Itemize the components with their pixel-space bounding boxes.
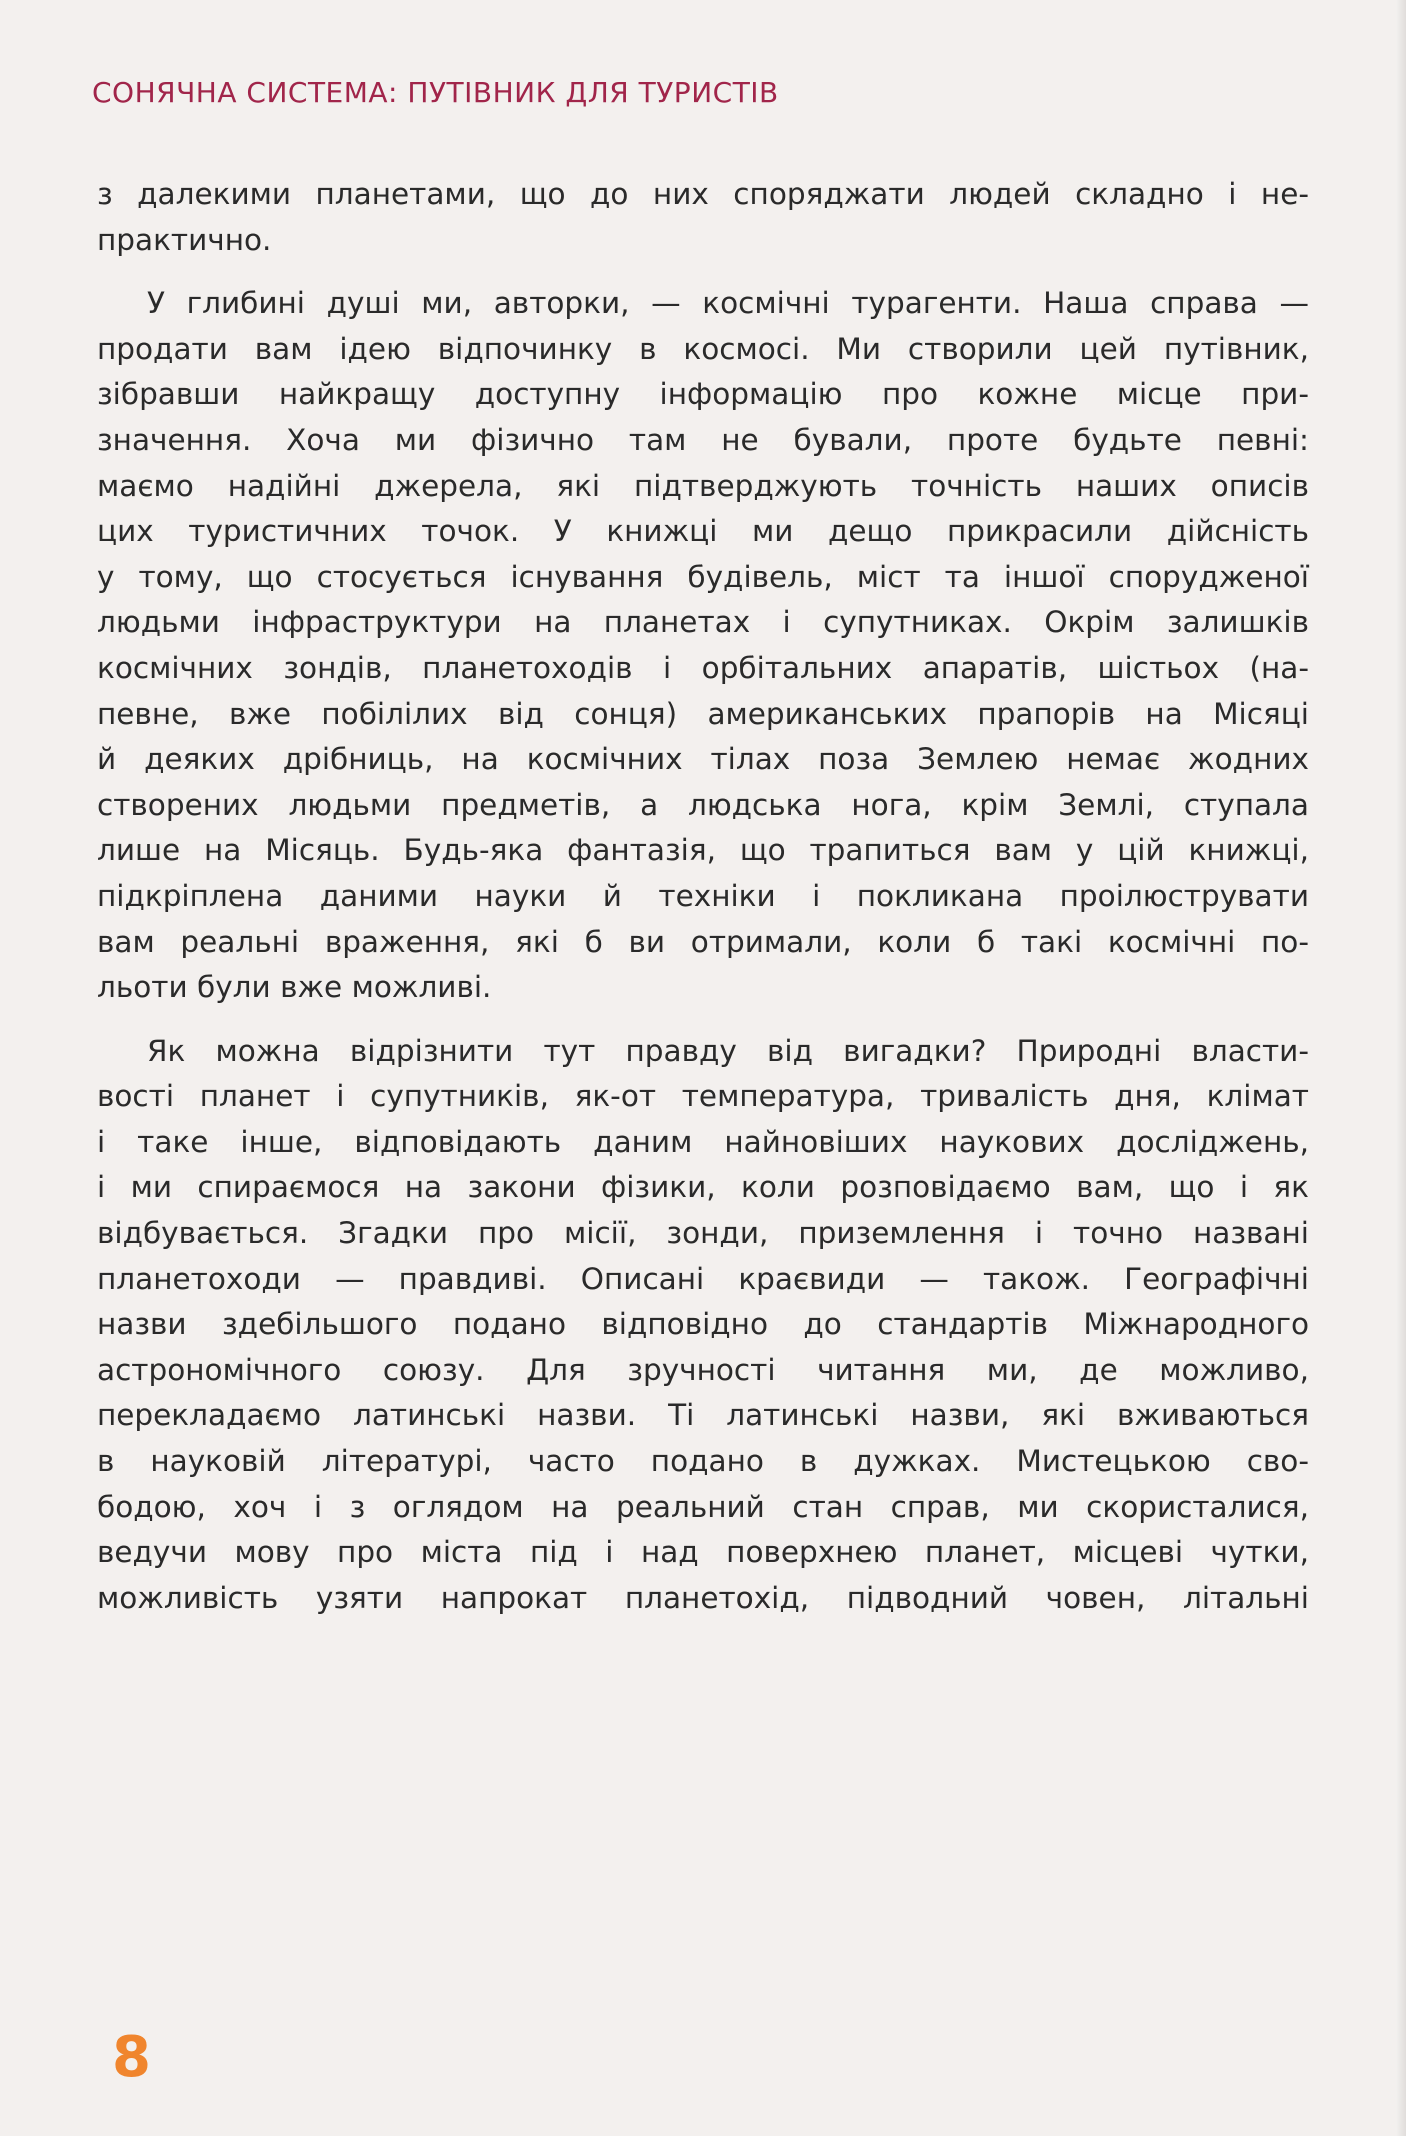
- text-line: і ми спираємося на закони фізики, коли розповідаємо вам, що і як: [97, 1170, 1309, 1205]
- text-line: планетоходи — правдиві. Описані краєвиди — також. Географічні: [97, 1261, 1309, 1296]
- text-line: відбувається. Згадки про місії, зонди, приземлення і точно названі: [97, 1216, 1309, 1251]
- text-line: У глибині душі ми, авторки, — космічні турагенти. Наша справа —: [147, 286, 1309, 321]
- text-line: вості планет і супутників, як-от температура, тривалість дня, клімат: [97, 1079, 1309, 1114]
- text-line: астрономічного союзу. Для зручності читання ми, де можливо,: [97, 1352, 1309, 1387]
- page-edge-shadow: [1396, 0, 1406, 2136]
- text-line: продати вам ідею відпочинку в космосі. Ми створили цей путівник,: [97, 331, 1309, 366]
- text-line: значення. Хоча ми фізично там не бували, проте будьте певні:: [97, 422, 1309, 457]
- page-number: 8: [112, 2025, 151, 2090]
- text-line: зібравши найкращу доступну інформацію про кожне місце при-: [97, 377, 1309, 412]
- text-line: з далекими планетами, що до них споряджати людей складно і не-: [97, 177, 1309, 211]
- text-line: цих туристичних точок. У книжці ми дещо прикрасили дійсність: [97, 514, 1309, 549]
- text-line: у тому, що стосується існування будівель, міст та іншої спорудженої: [97, 559, 1309, 594]
- paragraph-gap: [97, 1011, 1309, 1029]
- text-line: лише на Місяць. Будь-яка фантазія, що трапиться вам у цій книжці,: [97, 833, 1309, 868]
- running-head: СОНЯЧНА СИСТЕМА: ПУТІВНИК ДЛЯ ТУРИСТІВ: [92, 76, 779, 109]
- text-line: бодою, хоч і з оглядом на реальний стан справ, ми скористалися,: [97, 1489, 1309, 1524]
- text-line: ведучи мову про міста під і над поверхнею планет, місцеві чутки,: [97, 1535, 1309, 1570]
- text-line: перекладаємо латинські назви. Ті латинські назви, які вживаються: [97, 1398, 1309, 1433]
- text-line: космічних зондів, планетоходів і орбітальних апаратів, шістьох (на-: [97, 650, 1309, 685]
- text-line: льоти були вже можливі.: [97, 970, 492, 1005]
- paragraph-gap: [97, 263, 1309, 281]
- text-line: людьми інфраструктури на планетах і супутниках. Окрім залишків: [97, 605, 1309, 640]
- text-line: вам реальні враження, які б ви отримали, коли б такі космічні по-: [97, 924, 1309, 959]
- text-line: й деяких дрібниць, на космічних тілах поза Землею немає жодних: [97, 742, 1309, 777]
- text-line: маємо надійні джерела, які підтверджують точність наших описів: [97, 468, 1309, 503]
- body-text: [97, 172, 1309, 1621]
- text-line: певне, вже побілілих від сонця) американських прапорів на Місяці: [97, 696, 1309, 731]
- text-line: в науковій літературі, часто подано в дужках. Мистецькою сво-: [97, 1444, 1309, 1479]
- text-line: практично.: [97, 222, 272, 257]
- text-line: створених людьми предметів, а людська нога, крім Землі, ступала: [97, 787, 1309, 822]
- text-line: Як можна відрізнити тут правду від вигадки? Природні власти-: [147, 1033, 1309, 1068]
- text-line: і таке інше, відповідають даним найновіших наукових досліджень,: [97, 1124, 1309, 1159]
- text-line: назви здебільшого подано відповідно до стандартів Міжнародного: [97, 1307, 1309, 1342]
- text-line: підкріплена даними науки й техніки і покликана проілюструвати: [97, 878, 1309, 913]
- text-line: можливість узяти напрокат планетохід, підводний човен, літальні: [97, 1580, 1309, 1615]
